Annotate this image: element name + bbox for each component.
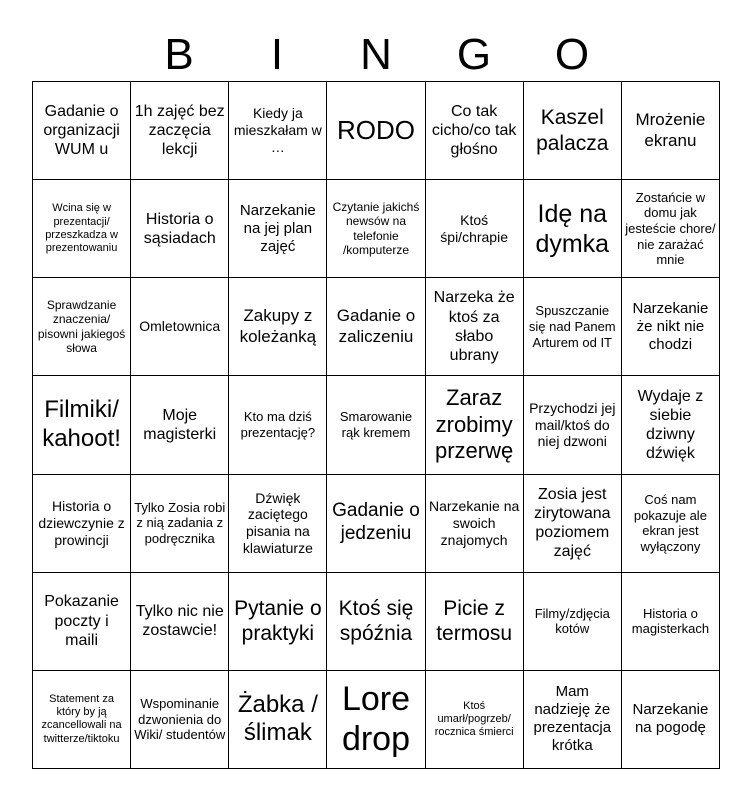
bingo-cell[interactable]: Zaraz zrobimy przerwę	[426, 376, 524, 474]
bingo-cell[interactable]: Historia o dziewczynie z prowincji	[33, 475, 131, 573]
bingo-cell[interactable]: Narzekanie na pogodę	[622, 671, 720, 769]
title-letter-g: G	[456, 30, 492, 79]
bingo-cell[interactable]: RODO	[327, 82, 425, 180]
bingo-cell[interactable]: Kto ma dziś prezentację?	[229, 376, 327, 474]
bingo-cell[interactable]: Idę na dymka	[524, 180, 622, 278]
bingo-cell[interactable]: Filmy/zdjęcia kotów	[524, 573, 622, 671]
title-letter-o: O	[554, 30, 590, 79]
bingo-cell[interactable]: Dźwięk zaciętego pisania na klawiaturze	[229, 475, 327, 573]
bingo-cell[interactable]: Kaszel palacza	[524, 82, 622, 180]
bingo-cell[interactable]: Narzekanie na jej plan zajęć	[229, 180, 327, 278]
bingo-cell[interactable]: Picie z termosu	[426, 573, 524, 671]
bingo-cell[interactable]: Mrożenie ekranu	[622, 82, 720, 180]
title-letter-i: I	[270, 30, 284, 79]
bingo-cell[interactable]: Ktoś się spóźnia	[327, 573, 425, 671]
bingo-cell[interactable]: Smarowanie rąk kremem	[327, 376, 425, 474]
bingo-cell[interactable]: Zakupy z koleżanką	[229, 278, 327, 376]
bingo-grid	[32, 81, 720, 769]
bingo-cell[interactable]: Mam nadzieję że prezentacja krótka	[524, 671, 622, 769]
bingo-cell[interactable]: Ktoś śpi/chrapie	[426, 180, 524, 278]
bingo-cell[interactable]: Ktoś umarł/pogrzeb/ rocznica śmierci	[426, 671, 524, 769]
bingo-cell[interactable]: Lore drop	[327, 671, 425, 769]
bingo-cell[interactable]: Wydaje z siebie dziwny dźwięk	[622, 376, 720, 474]
bingo-cell[interactable]: Statement za który by ją zcancellowali na twitterze/tiktoku	[33, 671, 131, 769]
bingo-cell[interactable]: Kiedy ja mieszkałam w …	[229, 82, 327, 180]
bingo-cell[interactable]: Narzekanie na swoich znajomych	[426, 475, 524, 573]
bingo-cell[interactable]: Zostańcie w domu jak jesteście chore/ nie zarażać mnie	[622, 180, 720, 278]
bingo-cell[interactable]: Przychodzi jej mail/ktoś do niej dzwoni	[524, 376, 622, 474]
bingo-cell[interactable]: Filmiki/ kahoot!	[33, 376, 131, 474]
bingo-cell[interactable]: Narzeka że ktoś za słabo ubrany	[426, 278, 524, 376]
title-letter-n: N	[360, 30, 392, 79]
bingo-cell[interactable]: Spuszczanie się nad Panem Arturem od IT	[524, 278, 622, 376]
bingo-cell[interactable]: Omletownica	[131, 278, 229, 376]
bingo-cell[interactable]: Moje magisterki	[131, 376, 229, 474]
bingo-cell[interactable]: Wcina się w prezentacji/ przeszkadza w prezentowaniu	[33, 180, 131, 278]
bingo-cell[interactable]: Historia o sąsiadach	[131, 180, 229, 278]
bingo-title	[32, 28, 720, 82]
bingo-cell[interactable]: Wspominanie dzwonienia do Wiki/ studentów	[131, 671, 229, 769]
bingo-cell[interactable]: Gadanie o organizacji WUM u	[33, 82, 131, 180]
bingo-cell[interactable]: Sprawdzanie znaczenia/ pisowni jakiegoś słowa	[33, 278, 131, 376]
bingo-cell[interactable]: Pokazanie poczty i maili	[33, 573, 131, 671]
bingo-cell[interactable]: Tylko Zosia robi z nią zadania z podręcznika	[131, 475, 229, 573]
bingo-cell[interactable]: Żabka /ślimak	[229, 671, 327, 769]
bingo-cell[interactable]: Zosia jest zirytowana poziomem zajęć	[524, 475, 622, 573]
bingo-cell[interactable]: Narzekanie że nikt nie chodzi	[622, 278, 720, 376]
bingo-cell[interactable]: Historia o magisterkach	[622, 573, 720, 671]
bingo-cell[interactable]: Tylko nic nie zostawcie!	[131, 573, 229, 671]
bingo-cell[interactable]: Czytanie jakichś newsów na telefonie /komputerze	[327, 180, 425, 278]
title-letter-b: B	[164, 30, 194, 79]
bingo-cell[interactable]: 1h zajęć bez zaczęcia lekcji	[131, 82, 229, 180]
bingo-cell[interactable]: Co tak cicho/co tak głośno	[426, 82, 524, 180]
bingo-cell[interactable]: Gadanie o jedzeniu	[327, 475, 425, 573]
bingo-cell[interactable]: Pytanie o praktyki	[229, 573, 327, 671]
bingo-cell[interactable]: Coś nam pokazuje ale ekran jest wyłączony	[622, 475, 720, 573]
bingo-cell[interactable]: Gadanie o zaliczeniu	[327, 278, 425, 376]
